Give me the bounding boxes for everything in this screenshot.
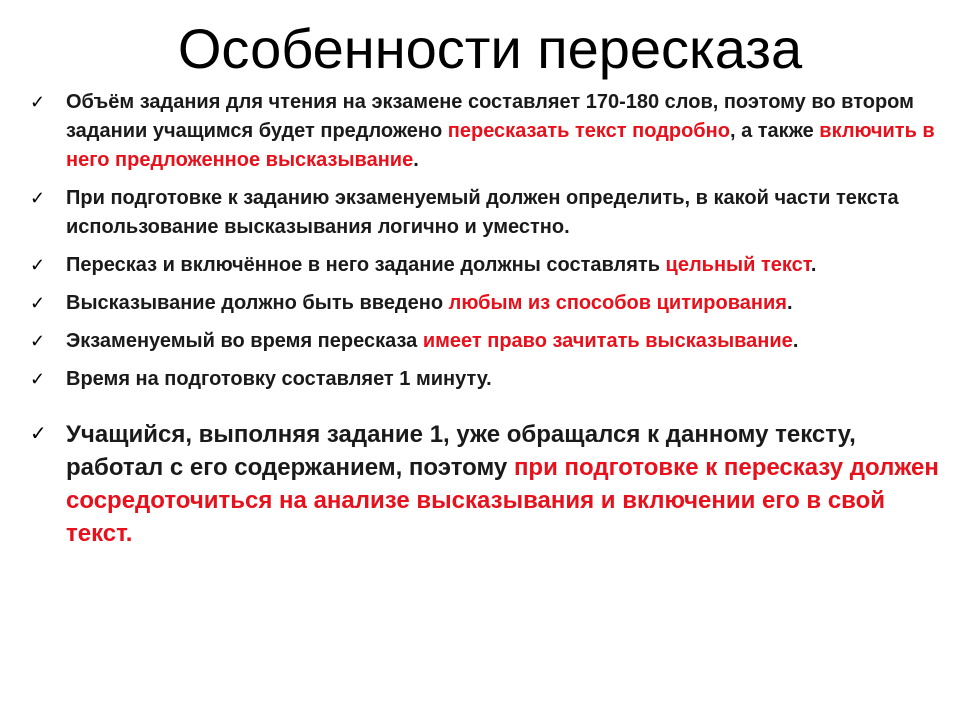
bullet-text: Время на подготовку составляет 1 минуту. — [66, 368, 492, 390]
highlighted-text: пересказать текст подробно — [447, 120, 730, 142]
bullet-text: Пересказ и включённое в него задание должны составлять — [66, 254, 666, 276]
checkmark-icon: ✓ — [30, 188, 46, 208]
bullet-item-2 — [30, 184, 940, 242]
checkmark-icon: ✓ — [30, 293, 46, 313]
bullet-item-3 — [30, 251, 940, 280]
bullet-text: Высказывание должно быть введено — [66, 292, 449, 314]
bullet-text: . — [792, 330, 799, 352]
bullet-item-1 — [30, 88, 940, 175]
checkmark-icon: ✓ — [30, 255, 46, 275]
bullet-item-7 — [30, 418, 940, 550]
bullet-text: . — [810, 254, 817, 276]
checkmark-icon: ✓ — [30, 92, 46, 112]
bullet-text: . — [786, 292, 793, 314]
checkmark-icon: ✓ — [30, 331, 46, 351]
bullet-text: Объём задания для чтения на экзамене составляет 170-180 слов, поэтому во втором задании учащимся будет предложено — [66, 91, 914, 142]
bullet-item-5 — [30, 327, 940, 356]
highlighted-text: цельный текст — [665, 254, 811, 276]
bullet-item-6 — [30, 365, 940, 394]
highlighted-text: любым из способов цитирования — [448, 292, 787, 314]
page-title: Особенности пересказа — [177, 17, 803, 80]
bullet-text: Учащийся, выполняя задание 1, уже обращался к данному тексту, работал с его содержанием, поэтому — [66, 421, 856, 481]
highlighted-text: при подготовке к пересказу должен сосредоточиться на анализе высказывания и включении его в свой текст. — [66, 454, 939, 547]
highlighted-text: имеет право зачитать высказывание — [422, 330, 793, 352]
bullet-text: Экзаменуемый во время пересказа — [66, 330, 423, 352]
bullet-text: , а также — [729, 120, 820, 142]
checkmark-icon: ✓ — [30, 369, 46, 389]
checkmark-icon: ✓ — [30, 423, 47, 445]
bullet-item-4 — [30, 289, 940, 318]
highlighted-text: включить в него предложенное высказывание — [66, 120, 935, 171]
bullet-text: . — [413, 149, 419, 171]
bullet-text: При подготовке к заданию экзаменуемый должен определить, в какой части текста использование высказывания логично и уместно. — [66, 187, 899, 238]
bullet-list — [30, 88, 940, 559]
